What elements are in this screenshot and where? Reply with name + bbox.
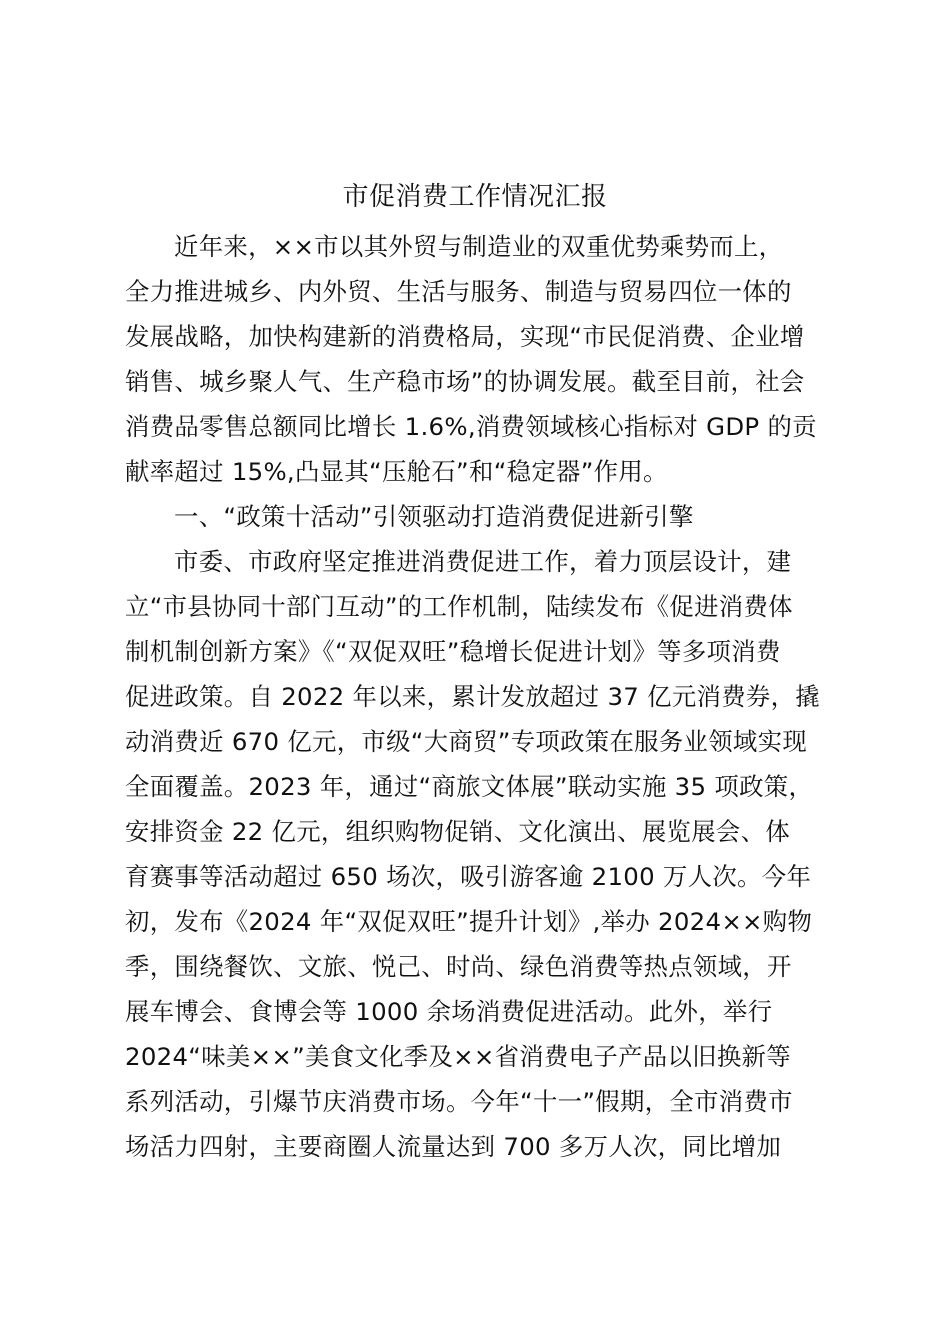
paragraph-line: 系列活动，引爆节庆消费市场。今年“十一”假期，全市消费市 bbox=[125, 1087, 793, 1116]
paragraph-line: 献率超过 15%,凸显其“压舱石”和“稳定器”作用。 bbox=[125, 457, 668, 486]
section-heading: 一、“政策十活动”引领驱动打造消费促进新引擎 bbox=[174, 502, 694, 531]
paragraph-line: 立“市县协同十部门互动”的工作机制，陆续发布《促进消费体 bbox=[125, 592, 793, 621]
paragraph-line: 育赛事等活动超过 650 场次，吸引游客逾 2100 万人次。今年 bbox=[125, 862, 812, 891]
document-body bbox=[125, 224, 835, 1169]
paragraph-line: 发展战略，加快构建新的消费格局，实现“市民促消费、企业增 bbox=[125, 322, 805, 351]
paragraph-line: 场活力四射，主要商圈人流量达到 700 多万人次，同比增加 bbox=[125, 1132, 782, 1161]
paragraph-line: 全面覆盖。2023 年，通过“商旅文体展”联动实施 35 项政策， bbox=[125, 772, 814, 801]
document-title: 市促消费工作情况汇报 bbox=[342, 182, 608, 212]
paragraph-line: 季，围绕餐饮、文旅、悦己、时尚、绿色消费等热点领域，开 bbox=[125, 952, 792, 981]
paragraph-line: 消费品零售总额同比增长 1.6%,消费领域核心指标对 GDP 的贡 bbox=[125, 412, 817, 441]
paragraph-line: 2024“味美××”美食文化季及××省消费电子产品以旧换新等 bbox=[125, 1042, 791, 1071]
paragraph-line: 销售、城乡聚人气、生产稳市场”的协调发展。截至目前，社会 bbox=[125, 367, 805, 396]
paragraph-line: 全力推进城乡、内外贸、生活与服务、制造与贸易四位一体的 bbox=[125, 277, 792, 306]
paragraph-line: 制机制创新方案》《“双促双旺”稳增长促进计划》等多项消费 bbox=[125, 637, 781, 666]
paragraph-line: 动消费近 670 亿元，市级“大商贸”专项政策在服务业领域实现 bbox=[125, 727, 808, 756]
paragraph-line: 促进政策。自 2022 年以来，累计发放超过 37 亿元消费券，撬 bbox=[125, 682, 821, 711]
paragraph-line: 初，发布《2024 年“双促双旺”提升计划》,举办 2024××购物 bbox=[125, 907, 813, 936]
paragraph-line: 近年来，××市以其外贸与制造业的双重优势乘势而上， bbox=[174, 232, 784, 261]
paragraph-line: 市委、市政府坚定推进消费促进工作，着力顶层设计，建 bbox=[174, 547, 792, 576]
paragraph-line: 安排资金 22 亿元，组织购物促销、文化演出、展览展会、体 bbox=[125, 817, 791, 846]
paragraph-line: 展车博会、食博会等 1000 余场消费促进活动。此外，举行 bbox=[125, 997, 773, 1026]
